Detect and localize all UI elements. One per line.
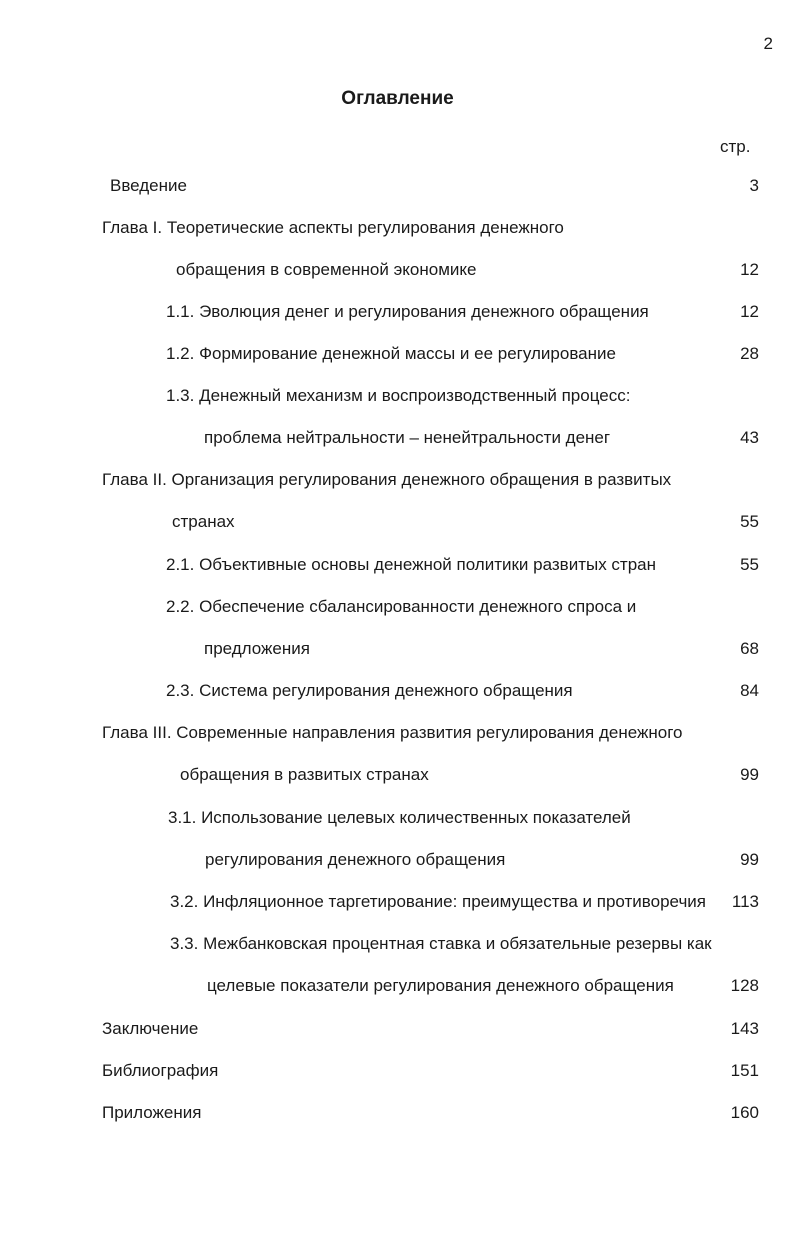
- toc-entry-chapter-2-cont: [0, 510, 795, 534]
- toc-entry-section-3-1: [0, 806, 795, 830]
- toc-entry-text: предложения: [204, 639, 310, 658]
- toc-entry-page: 128: [730, 976, 759, 995]
- toc-entry-page: 28: [740, 344, 759, 363]
- toc-entry-chapter-1-cont: [0, 258, 795, 282]
- toc-entry-text: обращения в развитых странах: [180, 765, 429, 784]
- toc-entry-text: 1.1. Эволюция денег и регулирования денежного обращения: [166, 302, 649, 321]
- toc-entry-page: 12: [740, 302, 759, 321]
- toc-entry-section-3-1-cont: [0, 848, 795, 872]
- toc-entry-page: 160: [730, 1103, 759, 1122]
- toc-entry-page: 84: [740, 681, 759, 700]
- toc-entry-text: Библиография: [102, 1061, 219, 1080]
- toc-entry-appendices: [0, 1101, 795, 1125]
- toc-entry-text: Приложения: [102, 1103, 202, 1122]
- toc-entry-text: 2.3. Система регулирования денежного обращения: [166, 681, 573, 700]
- toc-entry-page: 143: [730, 1019, 759, 1038]
- toc-entry-bibliography: [0, 1059, 795, 1083]
- toc-entry-chapter-3-cont: [0, 763, 795, 787]
- toc-entry-section-2-3: [0, 679, 795, 703]
- toc-entry-text: 3.1. Использование целевых количественных показателей: [168, 808, 631, 827]
- toc-entry-section-1-3-cont: [0, 426, 795, 450]
- page-title: Оглавление: [341, 88, 454, 109]
- toc-entry-text: Заключение: [102, 1019, 199, 1038]
- page-column-label: стр.: [720, 137, 751, 156]
- toc-entry-chapter-3: [0, 721, 795, 745]
- toc-entry-chapter-2: [0, 468, 795, 492]
- toc-entry-page: 68: [740, 639, 759, 658]
- toc-entry-chapter-1: [0, 216, 795, 240]
- toc-entry-text: 1.2. Формирование денежной массы и ее регулирование: [166, 344, 616, 363]
- toc-entry-section-2-2-cont: [0, 637, 795, 661]
- toc-entry-text: регулирования денежного обращения: [205, 850, 506, 869]
- toc-entry-text: 2.1. Объективные основы денежной политики развитых стран: [166, 555, 657, 574]
- toc-entry-page: 3: [749, 176, 759, 195]
- toc-entry-page: 151: [730, 1061, 759, 1080]
- toc-entry-section-3-2: [0, 890, 795, 914]
- toc-entry-section-3-3-cont: [0, 974, 795, 998]
- toc-entry-text: проблема нейтральности – ненейтральности денег: [204, 428, 611, 447]
- toc-entry-section-3-3: [0, 932, 795, 956]
- toc-entry-text: Глава III. Современные направления развития регулирования денежного: [102, 723, 683, 742]
- toc-entry-page: 12: [740, 260, 759, 279]
- toc-entry-section-1-1: [0, 300, 795, 324]
- toc-entry-section-2-2: [0, 595, 795, 619]
- toc-entry-text: странах: [172, 512, 235, 531]
- toc-entry-text: целевые показатели регулирования денежного обращения: [207, 976, 674, 995]
- toc-entry-page: 99: [740, 850, 759, 869]
- toc-entry-section-2-1: [0, 553, 795, 577]
- toc-entry-text: 3.3. Межбанковская процентная ставка и обязательные резервы как: [170, 934, 712, 953]
- toc-entry-page: 55: [740, 555, 759, 574]
- toc-entry-text: обращения в современной экономике: [176, 260, 477, 279]
- page-number: 2: [763, 34, 773, 53]
- toc-entry-text: 3.2. Инфляционное таргетирование: преимущества и противоречия: [170, 892, 706, 911]
- toc-entry-text: 2.2. Обеспечение сбалансированности денежного спроса и: [166, 597, 637, 616]
- toc-entry-text: Глава I. Теоретические аспекты регулирования денежного: [102, 218, 564, 237]
- toc-entry-page: 99: [740, 765, 759, 784]
- toc-entry-text: Введение: [110, 176, 187, 195]
- toc-entry-page: 43: [740, 428, 759, 447]
- toc-entry-section-1-2: [0, 342, 795, 366]
- toc-entry-section-1-3: [0, 384, 795, 408]
- toc-entry-conclusion: [0, 1017, 795, 1041]
- toc-entry-introduction: [0, 174, 795, 198]
- toc-entry-page: 55: [740, 512, 759, 531]
- toc-entry-page: 113: [731, 892, 759, 911]
- toc-entry-text: Глава II. Организация регулирования денежного обращения в развитых: [102, 470, 672, 489]
- toc-entry-text: 1.3. Денежный механизм и воспроизводственный процесс:: [166, 386, 631, 405]
